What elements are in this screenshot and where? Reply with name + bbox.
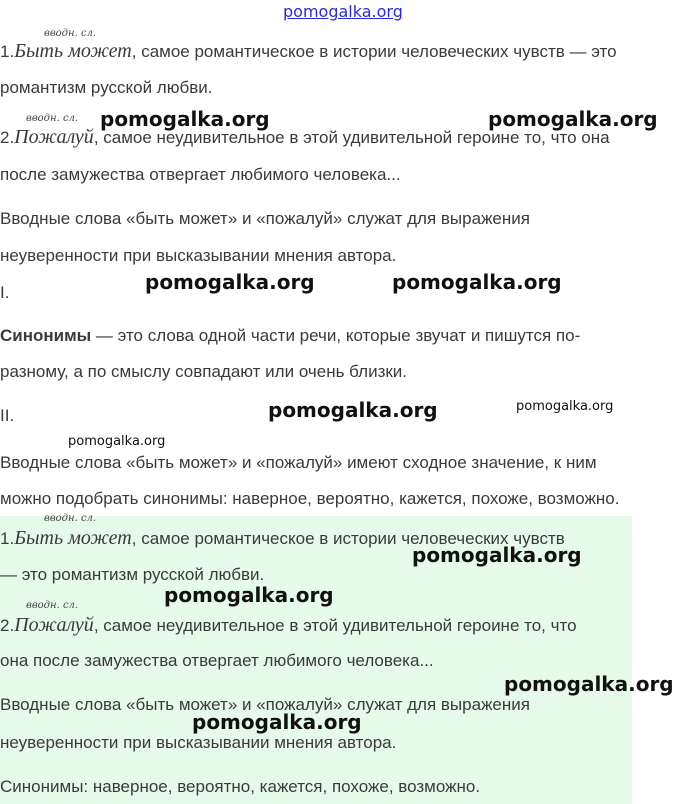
item-number: 2. — [0, 616, 15, 635]
item-number: 2. — [0, 128, 15, 147]
answer-explanation-line-1: Вводные слова «быть может» и «пожалуй» служат для выражения — [0, 695, 530, 714]
watermark: pomogalka.org — [412, 543, 582, 567]
synonyms-term: Синонимы — [0, 326, 92, 345]
meaning-line-1: Вводные слова «быть может» и «пожалуй» имеют сходное значение, к ним — [0, 453, 597, 472]
watermark: pomogalka.org — [392, 270, 562, 294]
definition-text: — это слова одной части речи, которые звучат и пишутся по- — [91, 326, 581, 345]
answer-sentence-2-line-1 — [0, 614, 577, 637]
item-number: 1. — [0, 529, 15, 548]
intro-word-label: вводн. сл. — [44, 513, 97, 524]
intro-word-label: вводн. сл. — [44, 28, 97, 39]
watermark: pomogalka.org — [164, 583, 334, 607]
watermark: pomogalka.org — [516, 399, 614, 414]
sentence-text: , самое романтическое в истории человеческих чувств — [131, 529, 565, 548]
intro-word: Быть может — [14, 40, 132, 62]
sentence-2-line-1 — [0, 126, 610, 149]
intro-word-label: вводн. сл. — [26, 600, 79, 611]
header-site-link[interactable]: pomogalka.org — [283, 2, 403, 21]
sentence-text: , самое романтическое в истории человеческих чувств — это — [131, 42, 617, 61]
intro-word: Быть может — [14, 527, 132, 549]
answer-explanation-line-2: неуверенности при высказывании мнения автора. — [0, 733, 397, 752]
sentence-1-line-1 — [0, 40, 617, 63]
synonyms-definition-line-1 — [0, 326, 580, 346]
watermark: pomogalka.org — [504, 672, 674, 696]
synonyms-definition-line-2: разному, а по смыслу совпадают или очень близки. — [0, 362, 408, 381]
answer-synonyms-line: Синонимы: наверное, вероятно, кажется, похоже, возможно. — [0, 777, 481, 796]
intro-word: Пожалуй — [14, 614, 94, 636]
watermark: pomogalka.org — [100, 107, 270, 131]
watermark: pomogalka.org — [68, 434, 166, 449]
watermark: pomogalka.org — [268, 398, 438, 422]
meaning-line-2: можно подобрать синонимы: наверное, вероятно, кажется, похоже, возможно. — [0, 489, 620, 508]
sentence-text: , самое неудивительное в этой удивительной героине то, что она — [93, 128, 610, 147]
explanation-line-2: неуверенности при высказывании мнения автора. — [0, 246, 397, 265]
explanation-line-1: Вводные слова «быть может» и «пожалуй» служат для выражения — [0, 209, 530, 228]
sentence-2-line-2: после замужества отвергает любимого человека... — [0, 165, 401, 184]
watermark: pomogalka.org — [145, 270, 315, 294]
sentence-text: , самое неудивительное в этой удивительной героине то, что — [93, 616, 577, 635]
roman-numeral-2: II. — [0, 406, 15, 425]
intro-word: Пожалуй — [14, 126, 94, 148]
sentence-1-line-2: романтизм русской любви. — [0, 78, 213, 97]
roman-numeral-1: I. — [0, 283, 10, 302]
watermark: pomogalka.org — [488, 107, 658, 131]
intro-word-label: вводн. сл. — [26, 113, 79, 124]
item-number: 1. — [0, 42, 15, 61]
answer-sentence-2-line-2: она после замужества отвергает любимого человека... — [0, 651, 434, 670]
watermark: pomogalka.org — [192, 710, 362, 734]
answer-sentence-1-line-2: — это романтизм русской любви. — [0, 565, 265, 584]
